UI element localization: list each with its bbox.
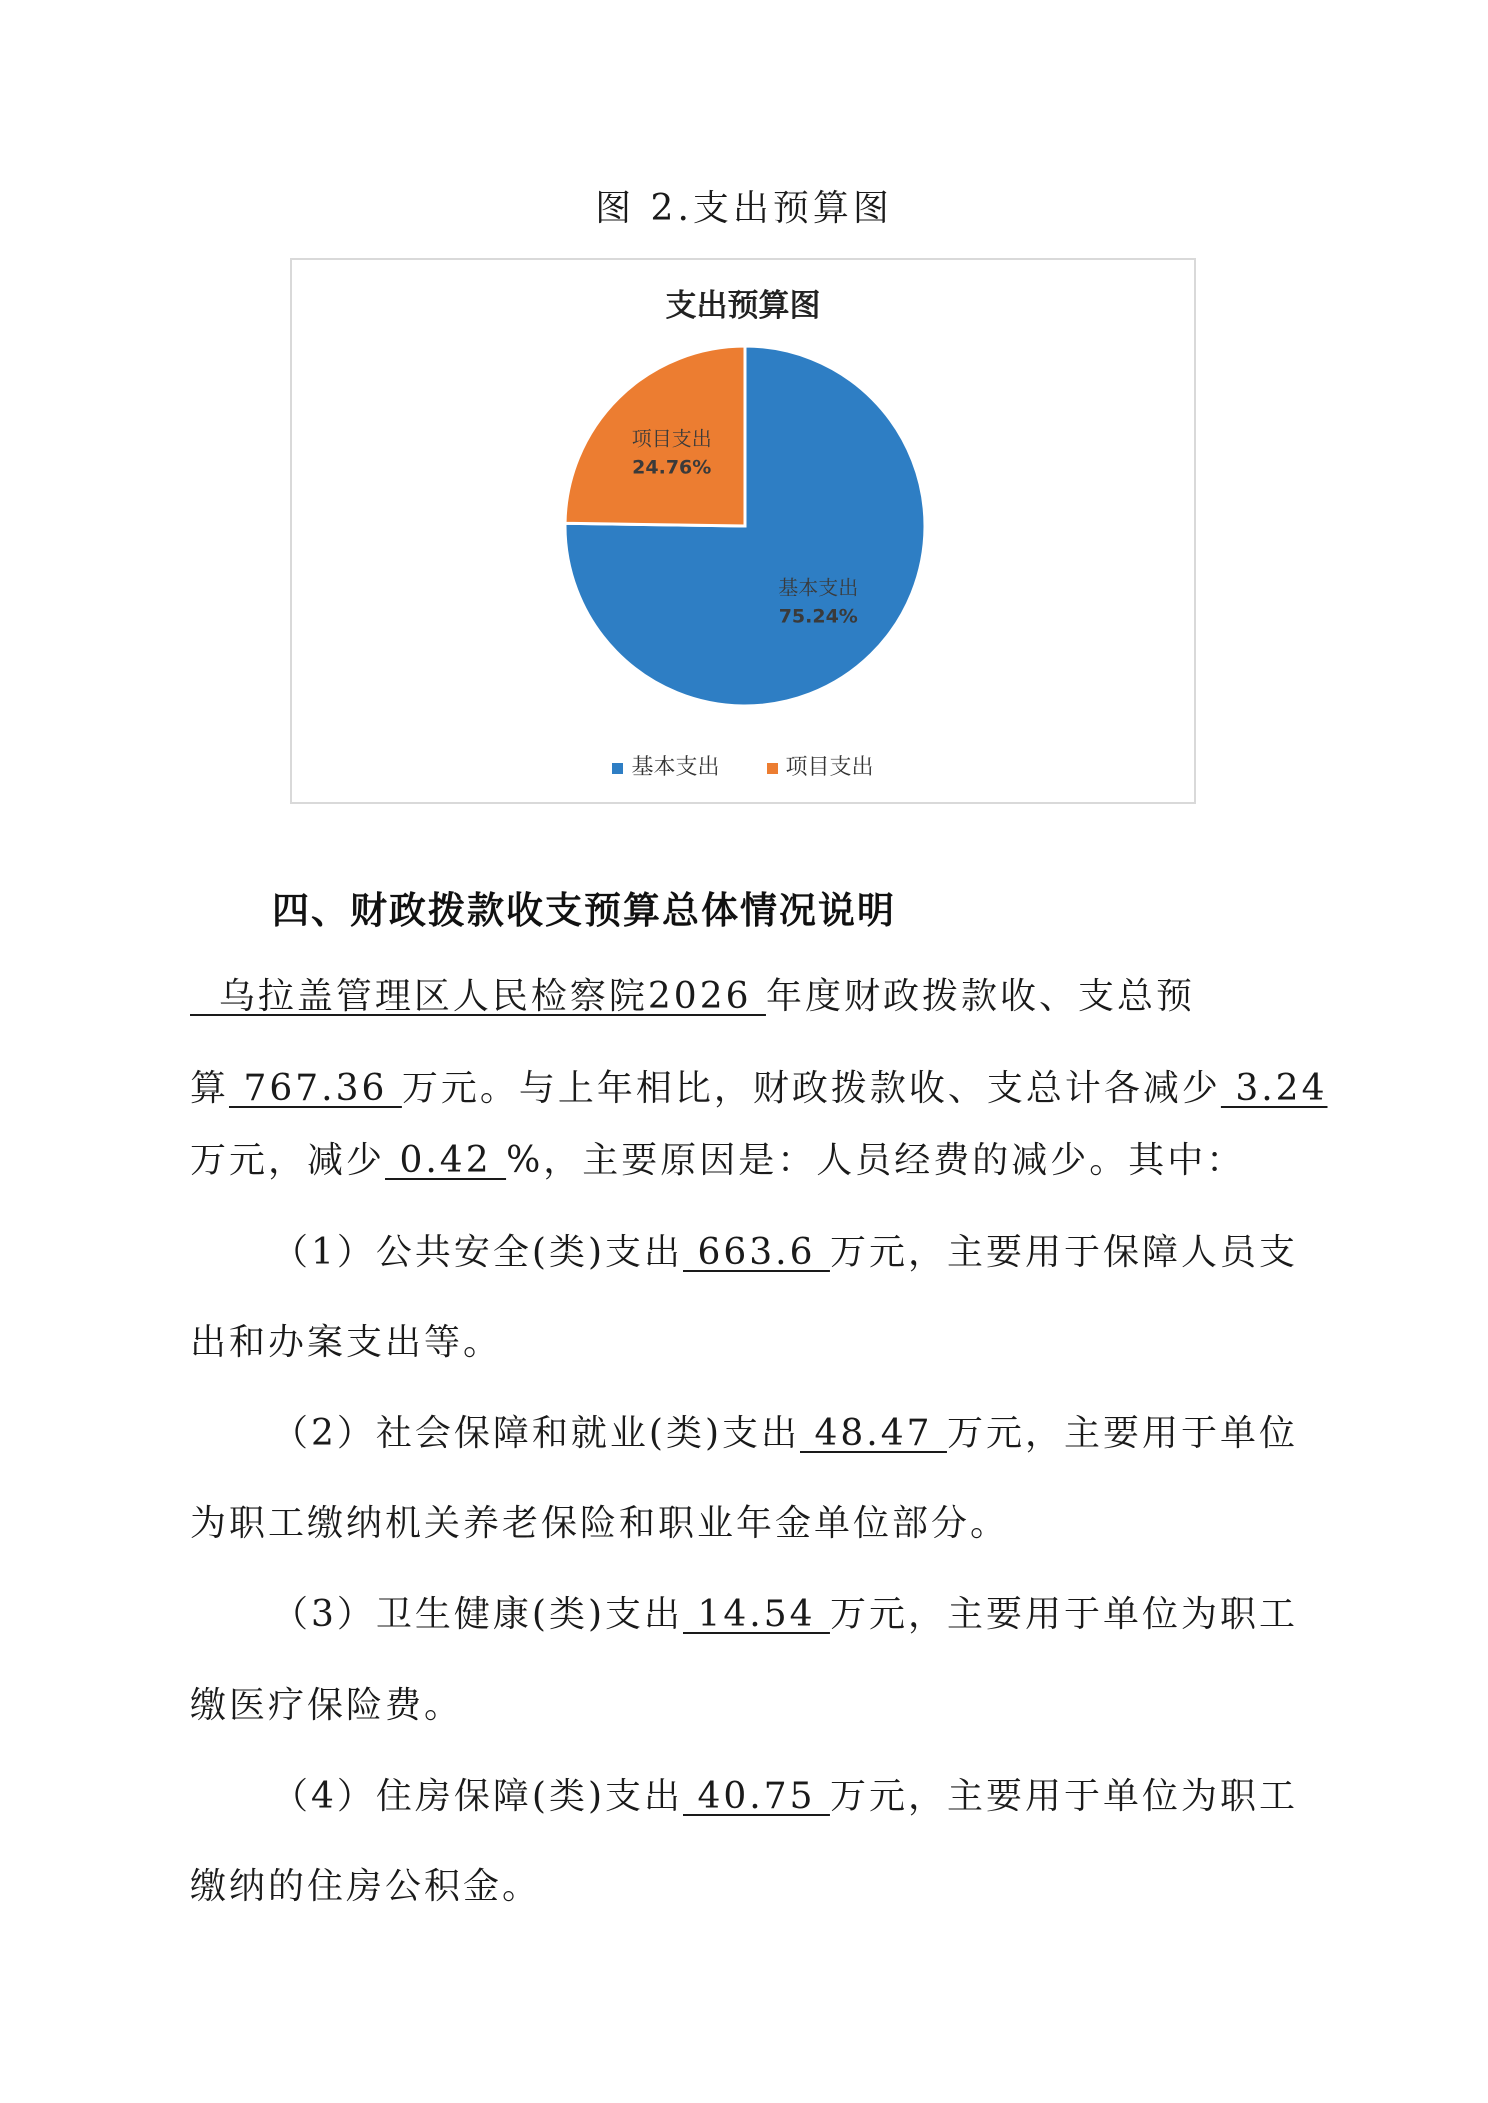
- legend-label-basic: 基本支出: [631, 755, 720, 780]
- pie-chart: [292, 260, 1198, 806]
- item-1-amount: 663.6: [683, 1232, 830, 1273]
- figure-caption: 图 2.支出预算图: [595, 188, 893, 229]
- chart-title: 支出预算图: [665, 288, 821, 324]
- item-2-suffix: 万元，主要用于单位: [946, 1413, 1298, 1454]
- item-3-suffix: 万元，主要用于单位为职工: [829, 1594, 1298, 1635]
- legend-item-project: [767, 750, 874, 781]
- legend-swatch-project: [767, 763, 778, 774]
- item-2-line-1: [272, 1405, 1392, 1456]
- item-4-line-1: [272, 1768, 1392, 1819]
- legend-swatch-basic: [612, 763, 623, 774]
- intro-text-4: 万元，减少: [190, 1140, 386, 1181]
- legend-item-basic: [612, 750, 719, 781]
- item-2-line-2: 为职工缴纳机关养老保险和职业年金单位部分。: [190, 1503, 1010, 1544]
- item-2-prefix: （2）社会保障和就业(类)支出: [272, 1413, 800, 1454]
- slice-label-basic: 基本支出: [778, 575, 859, 600]
- chart-legend: [292, 750, 1194, 781]
- total-amount: 767.36: [229, 1068, 402, 1109]
- item-4-prefix: （4）住房保障(类)支出: [272, 1776, 683, 1817]
- item-2-amount: 48.47: [800, 1413, 947, 1454]
- intro-line-3: [190, 1132, 1310, 1183]
- item-1-line-1: [272, 1224, 1392, 1275]
- item-4-amount: 40.75: [683, 1776, 830, 1817]
- pie-chart-container: [290, 258, 1196, 804]
- agency-name: 乌拉盖管理区人民检察院2026: [190, 976, 766, 1017]
- item-3-amount: 14.54: [683, 1594, 830, 1635]
- legend-label-project: 项目支出: [785, 755, 874, 780]
- decrease-amount: 3.24: [1220, 1068, 1328, 1109]
- slice-label-project: 项目支出: [631, 426, 712, 451]
- item-1-line-2: 出和办案支出等。: [190, 1322, 503, 1363]
- intro-text-1: 年度财政拨款收、支总预: [765, 976, 1195, 1017]
- item-3-prefix: （3）卫生健康(类)支出: [272, 1594, 683, 1635]
- intro-line-2: [190, 1060, 1328, 1111]
- item-3-line-2: 缴医疗保险费。: [190, 1685, 464, 1726]
- slice-value-project: 24.76%: [632, 456, 712, 479]
- intro-text-2: 算: [190, 1068, 230, 1109]
- item-4-line-2: 缴纳的住房公积金。: [190, 1866, 542, 1907]
- intro-line-1: [190, 968, 1310, 1019]
- intro-text-5: %，主要原因是：人员经费的减少。其中：: [506, 1140, 1246, 1181]
- section-heading: 四、财政拨款收支预算总体情况说明: [272, 889, 896, 932]
- intro-text-3: 万元。与上年相比，财政拨款收、支总计各减少: [401, 1068, 1221, 1109]
- item-4-suffix: 万元，主要用于单位为职工: [829, 1776, 1298, 1817]
- item-3-line-1: [272, 1586, 1392, 1637]
- decrease-percent: 0.42: [385, 1140, 507, 1181]
- item-1-suffix: 万元，主要用于保障人员支: [829, 1232, 1298, 1273]
- slice-value-basic: 75.24%: [778, 605, 858, 628]
- item-1-prefix: （1）公共安全(类)支出: [272, 1232, 683, 1273]
